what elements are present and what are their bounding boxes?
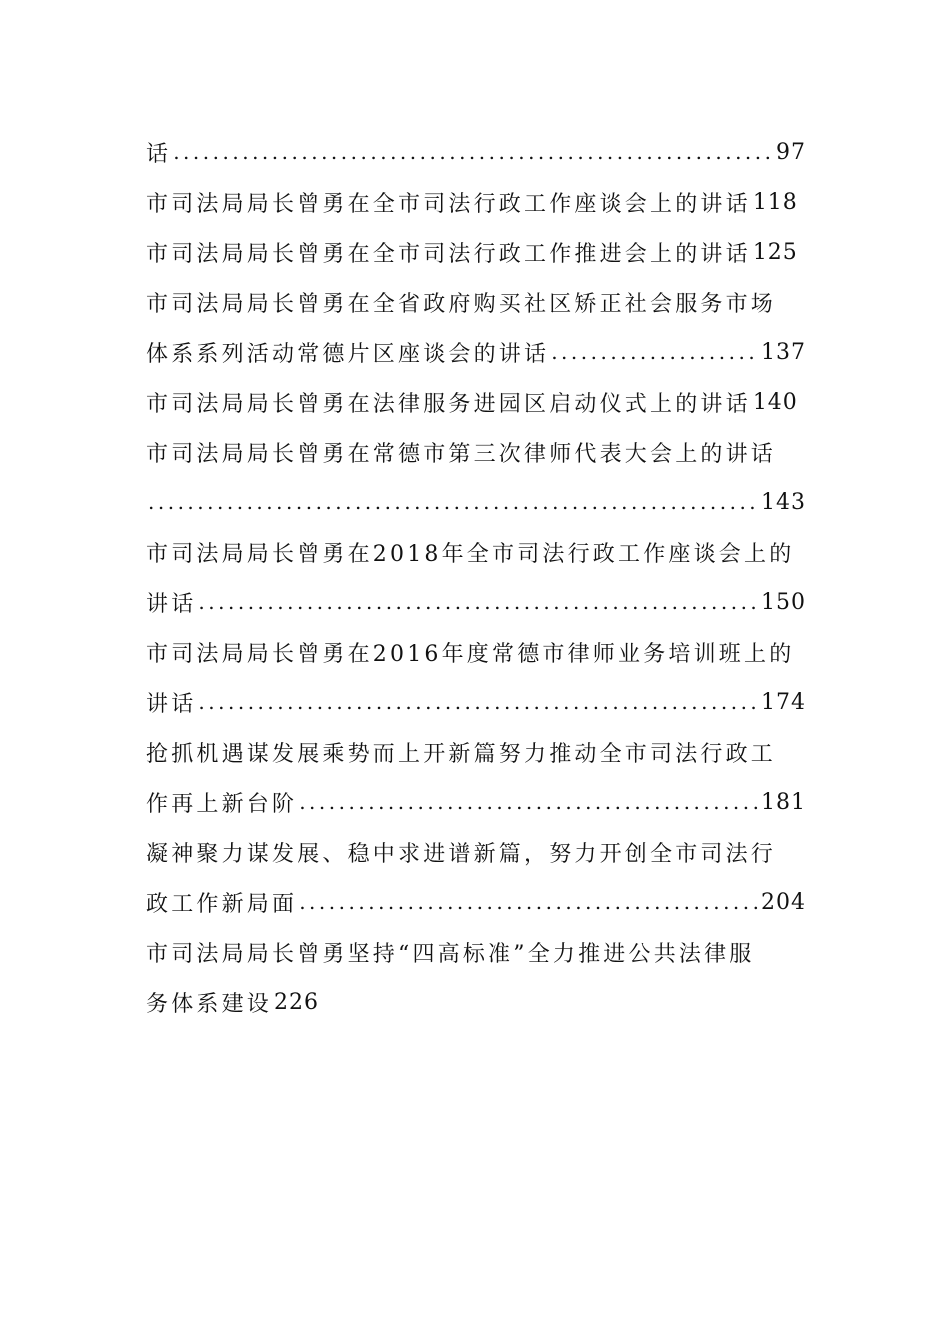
dot-leader (173, 140, 774, 164)
toc-page-number: 226 (274, 989, 320, 1015)
dot-leader (551, 340, 759, 364)
toc-page-number: 97 (776, 139, 806, 165)
toc-page-number: 181 (761, 789, 806, 815)
toc-entry-text: 市司法局局长曾勇坚持“四高标准”全力推进公共法律服 (146, 941, 755, 967)
toc-entry-text: 市司法局局长曾勇在全市司法行政工作座谈会上的讲话 (146, 191, 751, 217)
dot-leader (299, 790, 759, 814)
toc-entry-text: 市司法局局长曾勇在全市司法行政工作推进会上的讲话 (146, 241, 751, 267)
toc-entry-text: 讲话 (146, 591, 197, 617)
dot-leader (198, 690, 759, 714)
toc-line[interactable] (146, 977, 806, 1027)
toc-entry-text: 市司法局局长曾勇在2018年全市司法行政工作座谈会上的 (146, 541, 795, 567)
toc-page-number: 143 (761, 489, 806, 515)
toc-line[interactable] (146, 727, 806, 777)
toc-line[interactable] (146, 927, 806, 977)
toc-line[interactable] (146, 277, 806, 327)
toc-line[interactable] (146, 677, 806, 727)
toc-entry-text: 作再上新台阶 (146, 791, 298, 817)
toc-line[interactable] (146, 777, 806, 827)
toc-page-number: 140 (752, 389, 798, 415)
toc-page-number: 137 (761, 339, 806, 365)
toc-entry-text: 体系系列活动常德片区座谈会的讲话 (146, 341, 550, 367)
toc-line[interactable] (146, 327, 806, 377)
toc-entry-text: 市司法局局长曾勇在常德市第三次律师代表大会上的讲话 (146, 441, 777, 467)
toc-entry-text: 市司法局局长曾勇在法律服务进园区启动仪式上的讲话 (146, 391, 751, 417)
toc-page (146, 127, 806, 1027)
toc-entry-text: 抢抓机遇谋发展乘势而上开新篇努力推动全市司法行政工 (146, 741, 777, 767)
toc-line[interactable] (146, 827, 806, 877)
dot-leader (198, 590, 759, 614)
toc-entry-text: 政工作新局面 (146, 891, 298, 917)
toc-entry-text: 市司法局局长曾勇在2016年度常德市律师业务培训班上的 (146, 641, 795, 667)
toc-entry-text: 讲话 (146, 691, 197, 717)
toc-line[interactable] (146, 177, 806, 227)
toc-line[interactable] (146, 127, 806, 177)
toc-page-number: 125 (752, 239, 798, 265)
toc-page-number: 204 (761, 889, 806, 915)
toc-entry-text: 凝神聚力谋发展、稳中求进谱新篇，努力开创全市司法行 (146, 841, 777, 867)
toc-line[interactable] (146, 627, 806, 677)
dot-leader (148, 490, 759, 514)
toc-entry-text: 话 (146, 141, 172, 167)
toc-line[interactable] (146, 527, 806, 577)
toc-line[interactable] (146, 227, 806, 277)
toc-entry-text: 务体系建设 (146, 991, 273, 1017)
toc-page-number: 150 (761, 589, 806, 615)
toc-line[interactable] (146, 877, 806, 927)
toc-line[interactable] (146, 377, 806, 427)
toc-line[interactable] (146, 477, 806, 527)
toc-page-number: 174 (761, 689, 806, 715)
toc-entry-text: 市司法局局长曾勇在全省政府购买社区矫正社会服务市场 (146, 291, 777, 317)
toc-line[interactable] (146, 427, 806, 477)
toc-page-number: 118 (752, 189, 798, 215)
dot-leader (299, 890, 759, 914)
toc-line[interactable] (146, 577, 806, 627)
